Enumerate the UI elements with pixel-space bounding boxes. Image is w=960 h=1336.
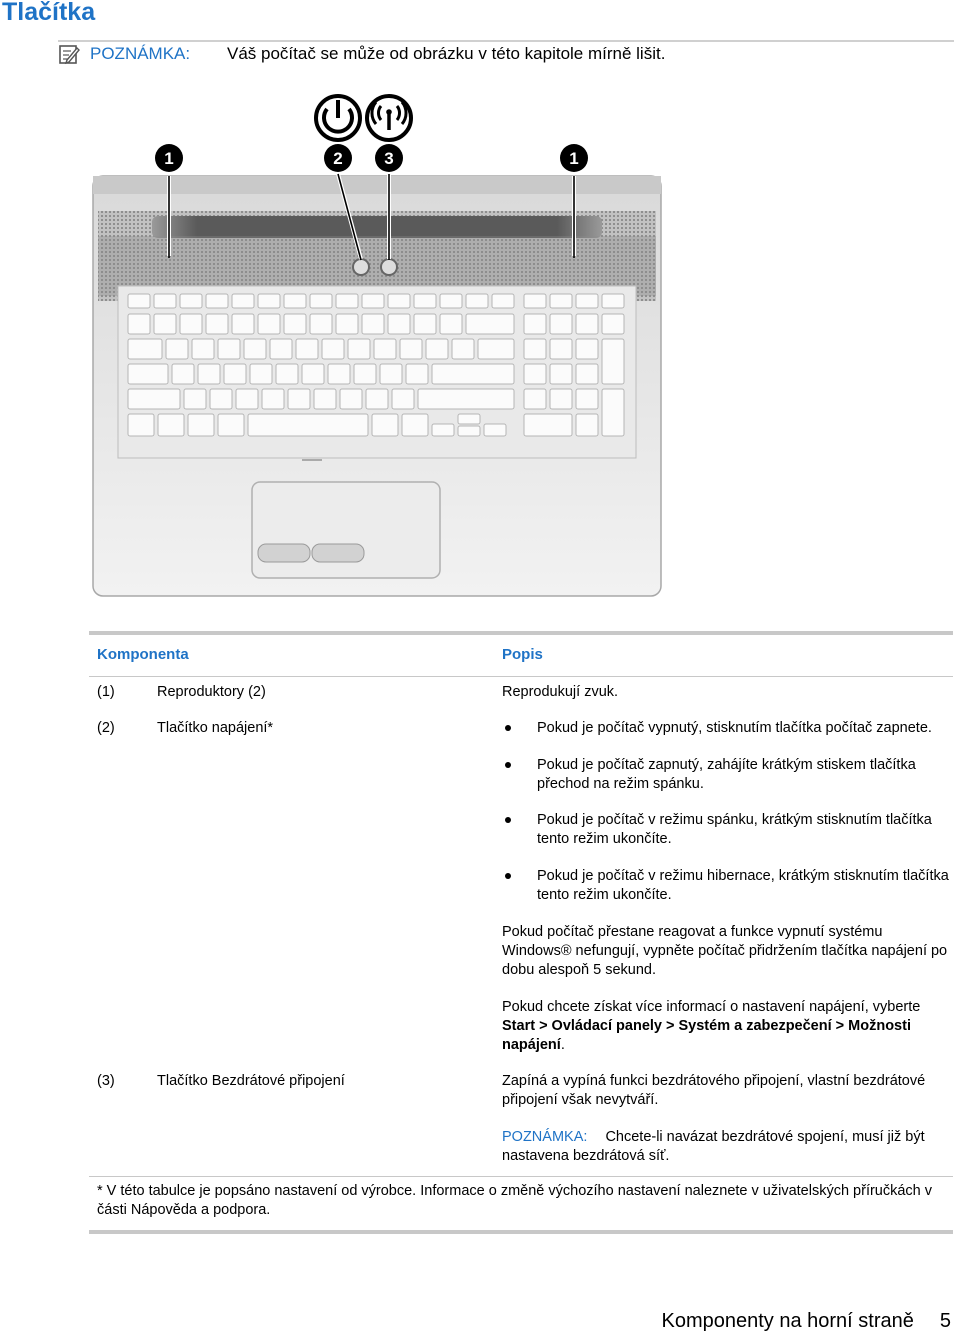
list-item bbox=[503, 756, 953, 794]
page-footer bbox=[661, 1310, 951, 1333]
row3-description: Zapíná a vypíná funkci bezdrátového připojení, vlastní bezdrátové připojení však nevytváří. bbox=[502, 1073, 926, 1108]
svg-text:3: 3 bbox=[384, 149, 394, 168]
callout-2 bbox=[324, 144, 352, 172]
bullet-dot-icon bbox=[505, 762, 511, 768]
row3-note bbox=[502, 1128, 954, 1166]
footer-section-title: Komponenty na horní straně bbox=[661, 1310, 914, 1332]
note-pencil-icon bbox=[58, 43, 80, 65]
callout-1-right bbox=[560, 144, 588, 172]
svg-text:1: 1 bbox=[569, 149, 579, 168]
svg-text:2: 2 bbox=[333, 149, 343, 168]
bullet-text: Pokud je počítač vypnutý, stisknutím tlačítka počítač zapnete. bbox=[537, 720, 932, 736]
row3-note-label: POZNÁMKA: bbox=[502, 1129, 588, 1145]
row2-paragraph-1: Pokud počítač přestane reagovat a funkce vypnutí systému Windows® nefungují, vypněte počítač přidržením tlačítka napájení po dobu alespoň 5 sekund. bbox=[502, 924, 948, 978]
bullet-dot-icon bbox=[505, 873, 511, 879]
row3-component: Tlačítko Bezdrátové připojení bbox=[157, 1073, 345, 1089]
header-component: Komponenta bbox=[97, 646, 189, 663]
note-text: Váš počítač se může od obrázku v této kapitole mírně lišit. bbox=[227, 44, 666, 63]
row1-number: (1) bbox=[97, 684, 115, 700]
figure-note bbox=[58, 42, 665, 66]
row2-paragraph-2-end: . bbox=[560, 1037, 565, 1053]
list-item bbox=[503, 867, 953, 905]
row2-paragraph-2-lead: Pokud chcete získat více informací o nastavení napájení, vyberte bbox=[502, 999, 921, 1015]
table-top-rule bbox=[89, 631, 953, 635]
bullet-text: Pokud je počítač v režimu spánku, krátkým stisknutím tlačítka tento režim ukončíte. bbox=[537, 812, 932, 847]
page-heading: Tlačítka bbox=[2, 0, 96, 26]
settings-path: Start > Ovládací panely > Systém a zabezpečení > Možnosti napájení bbox=[502, 1018, 911, 1053]
table-footnote: * V této tabulce je popsáno nastavení od výrobce. Informace o změně výchozího nastavení naleznete v uživatelských příručkách v části Nápověda a podpora. bbox=[97, 1183, 933, 1218]
bullet-text: Pokud je počítač v režimu hibernace, krátkým stisknutím tlačítka tento režim ukončíte. bbox=[537, 868, 949, 903]
callout-3 bbox=[375, 144, 403, 172]
row3-note-text: Chcete-li navázat bezdrátové spojení, musí již být nastavena bezdrátová síť. bbox=[502, 1129, 925, 1164]
laptop-top-illustration bbox=[84, 86, 674, 606]
power-button-icon bbox=[316, 96, 360, 140]
bullet-dot-icon bbox=[505, 725, 511, 731]
row3-number: (3) bbox=[97, 1073, 115, 1089]
wireless-button-icon bbox=[367, 96, 411, 140]
table-header-rule bbox=[89, 676, 953, 677]
footnote-rule bbox=[89, 1176, 953, 1177]
row1-component: Reproduktory (2) bbox=[157, 684, 266, 700]
list-item bbox=[503, 719, 953, 738]
table-bottom-rule bbox=[89, 1230, 953, 1234]
svg-text:1: 1 bbox=[164, 149, 174, 168]
row2-paragraph-2 bbox=[502, 998, 954, 1055]
touchpad bbox=[252, 482, 440, 578]
bullet-dot-icon bbox=[505, 817, 511, 823]
page-number: 5 bbox=[939, 1310, 951, 1332]
row2-number: (2) bbox=[97, 720, 115, 736]
row1-description: Reprodukují zvuk. bbox=[502, 684, 619, 700]
row2-component: Tlačítko napájení* bbox=[157, 720, 274, 736]
callout-1-left bbox=[155, 144, 183, 172]
header-description: Popis bbox=[502, 646, 543, 663]
list-item bbox=[503, 811, 953, 849]
note-label: POZNÁMKA: bbox=[90, 44, 191, 63]
bullet-text: Pokud je počítač zapnutý, zahájíte krátkým stiskem tlačítka přechod na režim spánku. bbox=[537, 757, 916, 792]
